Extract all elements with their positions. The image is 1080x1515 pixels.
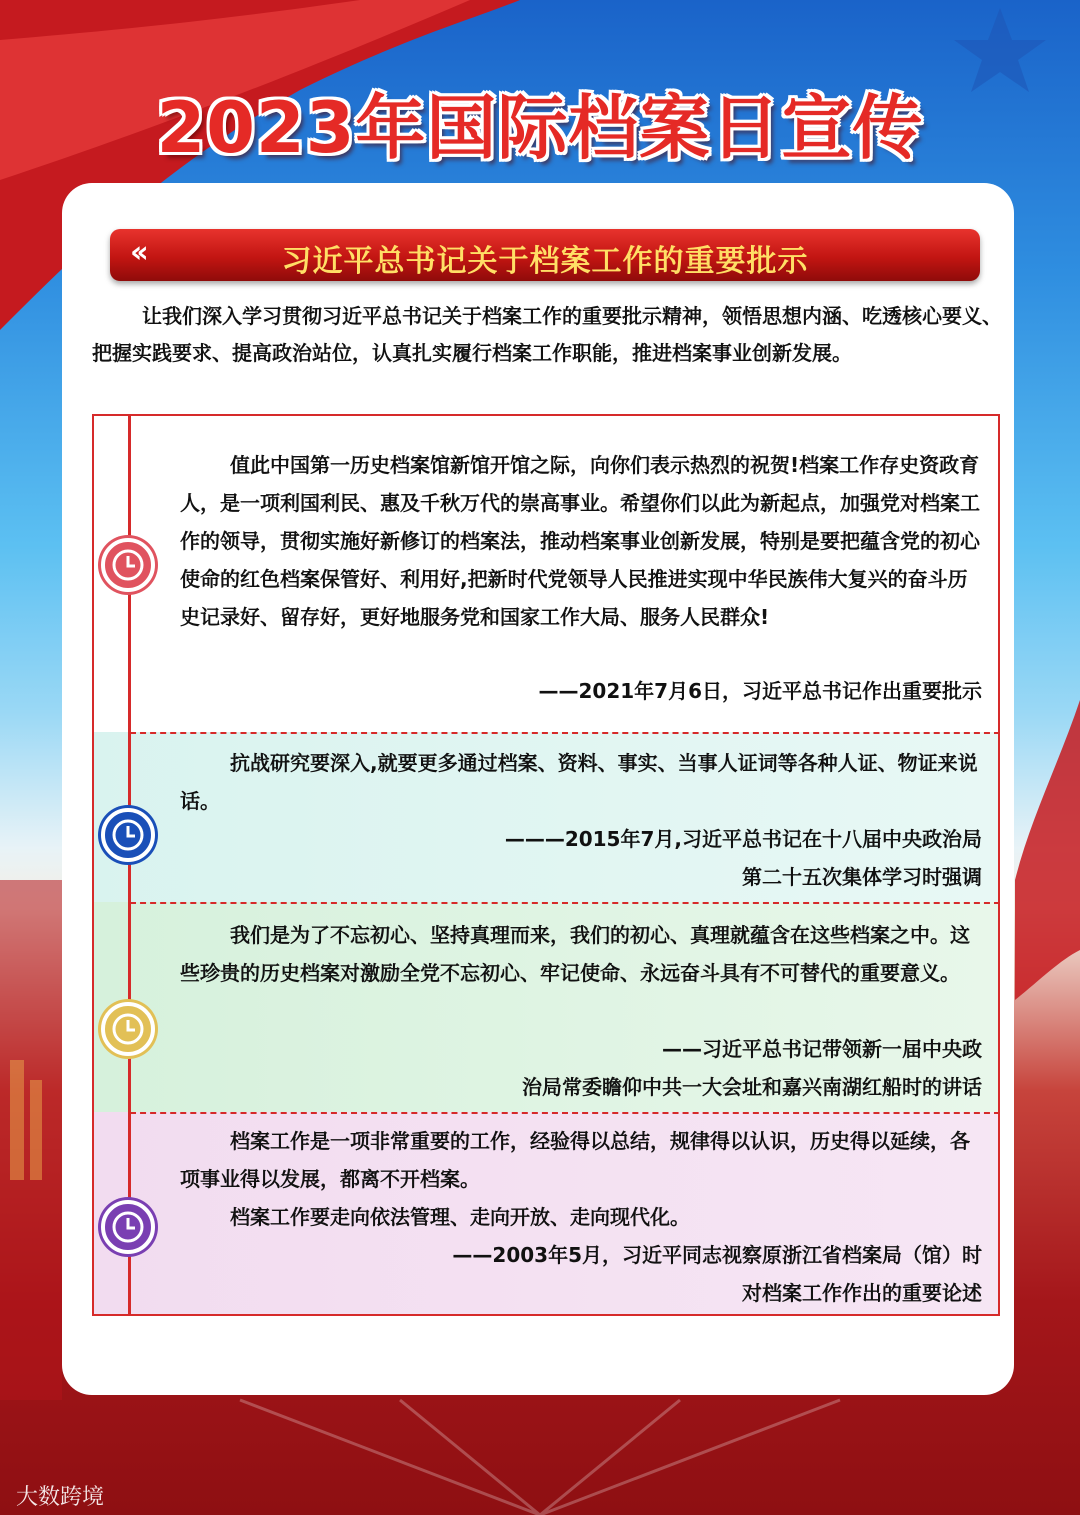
watermark: 大数跨境 [16, 1485, 105, 1510]
clock-icon [101, 1200, 155, 1254]
quote-source: 第二十五次集体学习时强调 [742, 865, 982, 889]
section-banner [110, 229, 980, 281]
quote-source: 对档案工作作出的重要论述 [742, 1281, 982, 1305]
quote-source: ——习近平总书记带领新一届中央政 [662, 1037, 982, 1061]
page-title: 2023年国际档案日宣传 [156, 87, 924, 169]
quote-text: 抗战研究要深入,就要更多通过档案、资料、事实、当事人证词等各种人证、物证来说话。 [180, 751, 978, 813]
clock-icon [101, 808, 155, 862]
clock-icon [101, 538, 155, 592]
quote-source: ———2015年7月,习近平总书记在十八届中央政治局 [504, 827, 982, 851]
divider [130, 732, 1000, 734]
intro-paragraph: 让我们深入学习贯彻习近平总书记关于档案工作的重要批示精神，领悟思想内涵、吃透核心要义、把握实践要求、提高政治站位，认真扎实履行档案工作职能，推进档案事业创新发展。 [92, 304, 1002, 365]
quote-text: 我们是为了不忘初心、坚持真理而来，我们的初心、真理就蕴含在这些档案之中。这些珍贵的历史档案对激励全党不忘初心、牢记使命、永远奋斗具有不可替代的重要意义。 [180, 923, 970, 985]
quote-text: 档案工作要走向依法管理、走向开放、走向现代化。 [230, 1205, 690, 1229]
quote-source: ——2003年5月，习近平同志视察原浙江省档案局（馆）时 [452, 1243, 982, 1267]
quote-text: 值此中国第一历史档案馆新馆开馆之际，向你们表示热烈的祝贺!档案工作存史资政育人，是一项利国利民、惠及千秋万代的崇高事业。希望你们以此为新起点，加强党对档案工作的领导，贯彻实施好新修订的档案法，推动档案事业创新发展，特别是要把蕴含党的初心使命的红色档案保管好、利用好,把新时代党领导人民推进实现中华民族伟大复兴的奋斗历史记录好、留存好，更好地服务党和国家工作大局、服务人民群众! [180, 453, 980, 629]
quote-source: 治局常委瞻仰中共一大会址和嘉兴南湖红船时的讲话 [522, 1075, 982, 1099]
clock-icon [101, 1002, 155, 1056]
double-chevron-left-icon: ‹‹ [130, 235, 143, 270]
divider [130, 1112, 1000, 1114]
divider [130, 902, 1000, 904]
banner-title: 习近平总书记关于档案工作的重要批示 [281, 244, 809, 279]
quote-text: 档案工作是一项非常重要的工作，经验得以总结，规律得以认识，历史得以延续，各项事业得以发展，都离不开档案。 [180, 1129, 970, 1191]
quote-source: ——2021年7月6日，习近平总书记作出重要批示 [538, 679, 982, 703]
